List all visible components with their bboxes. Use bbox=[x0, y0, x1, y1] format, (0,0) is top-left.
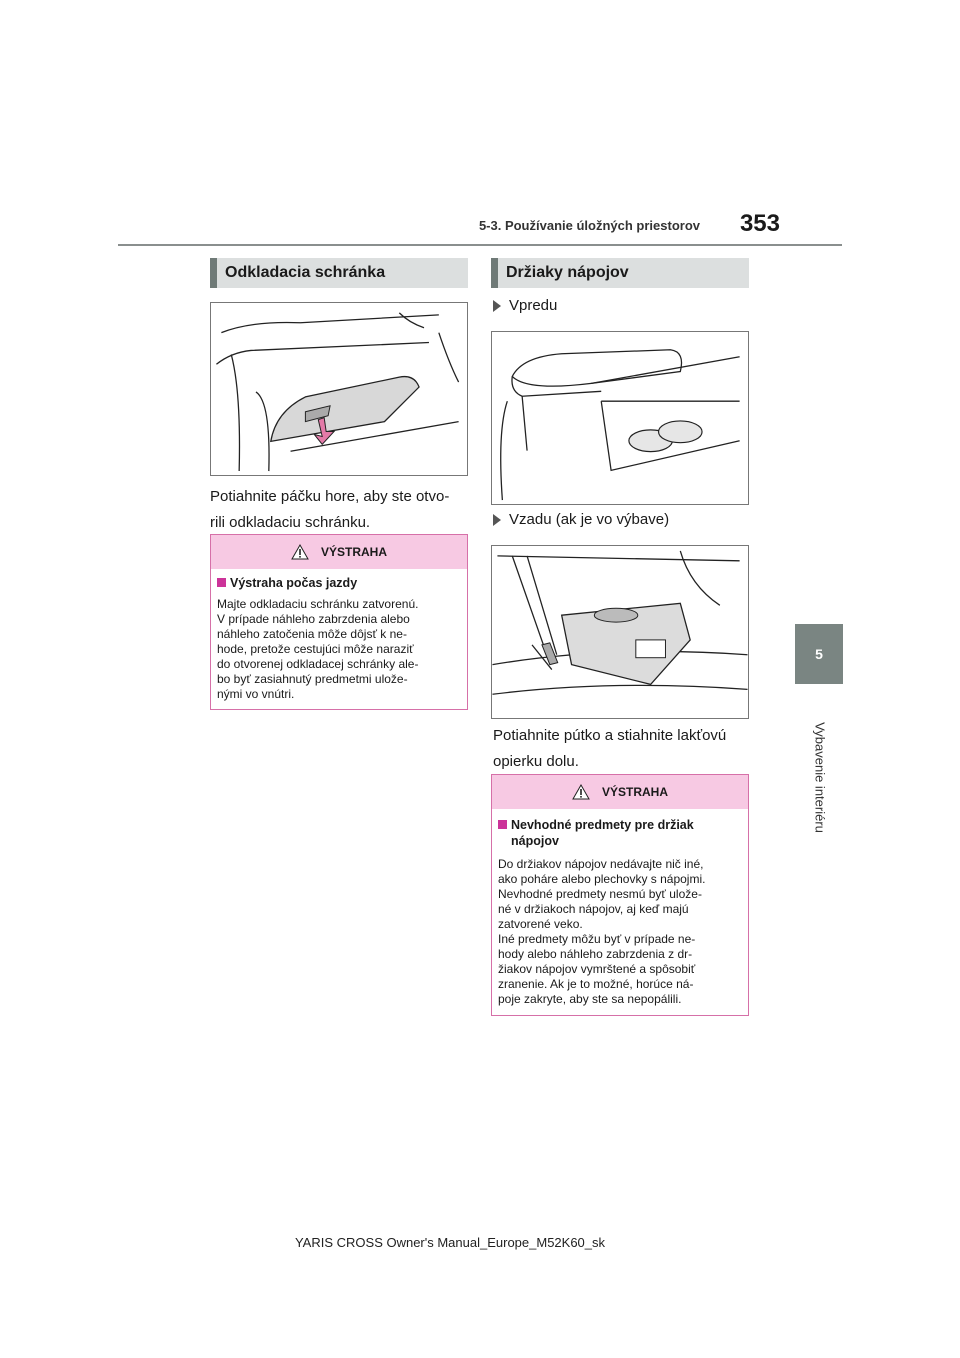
page-number: 353 bbox=[739, 210, 780, 237]
glovebox-drawing bbox=[211, 303, 467, 475]
square-bullet-icon bbox=[498, 820, 507, 829]
warning-subtitle: Nevhodné predmety pre držiak nápojov bbox=[492, 817, 748, 849]
front-cupholder-drawing bbox=[492, 332, 748, 504]
armrest-instruction: Potiahnite pútko a stiahnite lakťovú opierku dolu. bbox=[493, 727, 727, 770]
section-title: 5-3. Používanie úložných priestorov bbox=[478, 218, 700, 233]
rear-cupholder-illustration bbox=[491, 545, 749, 719]
rear-cupholder-drawing bbox=[492, 546, 748, 718]
front-cupholder-illustration bbox=[491, 331, 749, 505]
square-bullet-icon bbox=[217, 578, 226, 587]
footer-text: YARIS CROSS Owner's Manual_Europe_M52K60_sk bbox=[294, 1235, 606, 1250]
warning-title: VÝSTRAHA bbox=[320, 545, 387, 559]
rear-label: Vzadu (ak je vo výbave) bbox=[493, 509, 669, 531]
glovebox-warning bbox=[210, 534, 468, 710]
warning-title: VÝSTRAHA bbox=[601, 785, 668, 799]
warning-header bbox=[492, 775, 748, 809]
warning-icon bbox=[291, 544, 309, 560]
glovebox-heading: Odkladacia schránka bbox=[210, 258, 468, 288]
warning-text: Do držiakov nápojov nedávajte nič iné, ako poháre alebo plechovky s nápojmi. Nevhodné predmety nesmú byť ulože- né v držiakoch nápojov, aj keď majú zatvorené veko. Iné predmety môžu byť v prípade ne- hody alebo náhleho zabrzdenia z dr- žiakov nápojov vymrštené a spôsobiť zranenie. Ak je to možné, horúce ná- poje zakryte, aby ste sa nepopálili. bbox=[498, 857, 706, 1006]
front-label: Vpredu bbox=[493, 295, 557, 317]
triangle-bullet-icon bbox=[493, 514, 501, 526]
header-divider bbox=[118, 244, 842, 246]
chapter-tab: 5 bbox=[795, 624, 843, 684]
cupholder-heading: Držiaky nápojov bbox=[491, 258, 749, 288]
warning-icon bbox=[572, 784, 590, 800]
chapter-name: Vybavenie interiéru bbox=[812, 722, 828, 833]
glovebox-illustration bbox=[210, 302, 468, 476]
triangle-bullet-icon bbox=[493, 300, 501, 312]
warning-text: Majte odkladaciu schránku zatvorenú. V prípade náhleho zabrzdenia alebo náhleho zatočenia môže dôjsť k ne- hode, pretože cestujúci môže naraziť do otvorenej odkladacej schránky ale- bo byť zasiahnutý predmetmi ulože- nými vo vnútri. bbox=[217, 597, 419, 701]
cupholder-warning bbox=[491, 774, 749, 1016]
warning-header bbox=[211, 535, 467, 569]
glovebox-instruction: Potiahnite páčku hore, aby ste otvo- rili odkladaciu schránku. bbox=[210, 488, 450, 531]
warning-subtitle: Výstraha počas jazdy bbox=[211, 575, 467, 591]
